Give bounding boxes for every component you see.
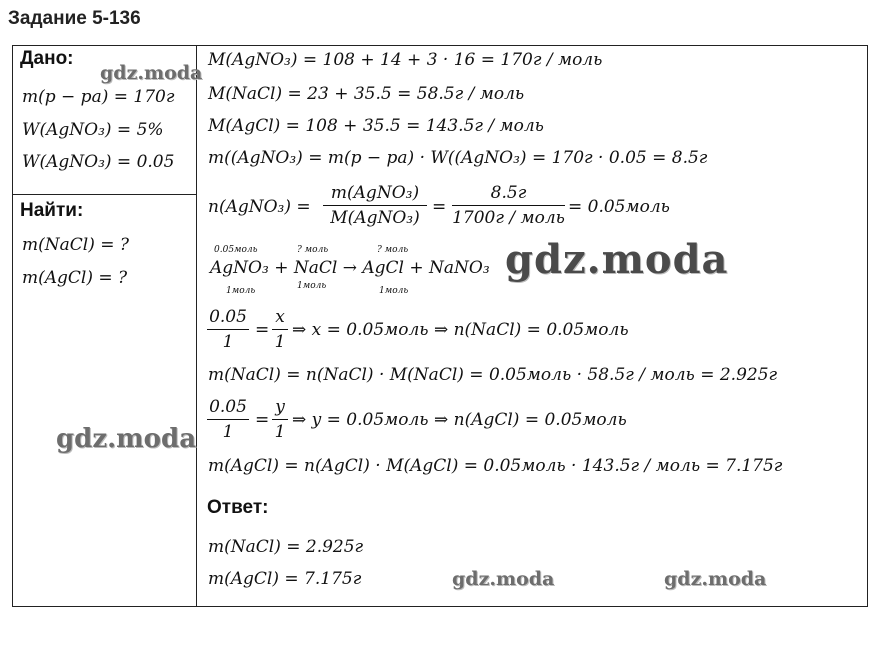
task-title: Задание 5-136 <box>8 8 141 29</box>
molar-mass-nacl: M(NaCl) = 23 + 35.5 = 58.5г / моль <box>208 84 525 104</box>
fraction-bar <box>452 205 565 206</box>
find-line-1: m(NaCl) = ? <box>22 235 130 255</box>
proportion-1-right <box>272 307 288 352</box>
n-agno3-fraction-2 <box>452 183 565 228</box>
proportion-2-right <box>272 397 288 442</box>
molar-mass-agno3: M(AgNO₃) = 108 + 14 + 3 · 16 = 170г / моль <box>208 50 603 70</box>
fraction-denominator: 1 <box>274 332 286 352</box>
fraction-bar <box>323 205 427 206</box>
fraction-bar <box>207 419 249 420</box>
n-agno3-lhs: n(AgNO₃) = <box>208 197 311 217</box>
given-line-1: m(p − pa) = 170г <box>22 87 175 107</box>
mass-nacl-calc: m(NaCl) = n(NaCl) · M(NaCl) = 0.05моль · 58.5г / моль = 2.925г <box>208 365 778 385</box>
reaction-equation: AgNO₃ + NaCl → AgCl + NaNO₃ <box>210 258 490 278</box>
fraction-denominator: 1700г / моль <box>452 208 565 228</box>
fraction-numerator: 8.5г <box>490 183 527 203</box>
fraction-denominator: 1 <box>222 332 234 352</box>
given-line-2: W(AgNO₃) = 5% <box>22 120 164 140</box>
fraction-numerator: y <box>275 397 285 417</box>
watermark: gdz.moda <box>452 568 555 590</box>
given-find-divider <box>12 194 197 195</box>
find-line-2: m(AgCl) = ? <box>22 268 128 288</box>
proportion-1-left <box>207 307 249 352</box>
fraction-denominator: 1 <box>222 422 234 442</box>
fraction-numerator: m(AgNO₃) <box>330 183 420 203</box>
proportion-1-result: ⇒ x = 0.05моль ⇒ n(NaCl) = 0.05моль <box>292 320 629 340</box>
given-line-3: W(AgNO₃) = 0.05 <box>22 152 175 172</box>
fraction-denominator: M(AgNO₃) <box>330 208 420 228</box>
fraction-numerator: x <box>275 307 285 327</box>
fraction-bar <box>272 329 288 330</box>
given-header: Дано: <box>20 48 74 69</box>
fraction-denominator: 1 <box>274 422 286 442</box>
watermark: gdz.moda <box>100 62 203 84</box>
proportion-2-result: ⇒ y = 0.05моль ⇒ n(AgCl) = 0.05моль <box>292 410 627 430</box>
answer-line-1: m(NaCl) = 2.925г <box>208 537 364 557</box>
answer-header: Ответ: <box>207 497 269 518</box>
reaction-top-nacl: ? моль <box>297 245 329 255</box>
reaction-top-agno3: 0.05моль <box>214 245 258 255</box>
molar-mass-agcl: M(AgCl) = 108 + 35.5 = 143.5г / моль <box>208 116 544 136</box>
n-agno3-result: = 0.05моль <box>568 197 670 217</box>
mass-agno3: m((AgNO₃) = m(p − pa) · W((AgNO₃) = 170г · 0.05 = 8.5г <box>208 148 708 168</box>
fraction-bar <box>207 329 249 330</box>
watermark: gdz.moda <box>505 236 729 283</box>
answer-line-2: m(AgCl) = 7.175г <box>208 569 362 589</box>
fraction-numerator: 0.05 <box>209 397 247 417</box>
reaction-top-agcl: ? моль <box>377 245 409 255</box>
equals-sign: = <box>432 197 447 217</box>
proportion-2-left <box>207 397 249 442</box>
reaction-bottom-nacl: 1моль <box>297 281 327 291</box>
equals-sign: = <box>255 320 270 340</box>
fraction-bar <box>272 419 288 420</box>
n-agno3-fraction-1 <box>323 183 427 228</box>
mass-agcl-calc: m(AgCl) = n(AgCl) · M(AgCl) = 0.05моль · 143.5г / моль = 7.175г <box>208 456 783 476</box>
find-header: Найти: <box>20 200 84 221</box>
column-divider <box>196 45 197 607</box>
equals-sign: = <box>255 410 270 430</box>
watermark: gdz.moda <box>664 568 767 590</box>
watermark: gdz.moda <box>56 424 197 454</box>
reaction-bottom-agno3: 1моль <box>226 286 256 296</box>
fraction-numerator: 0.05 <box>209 307 247 327</box>
reaction-bottom-agcl: 1моль <box>379 286 409 296</box>
